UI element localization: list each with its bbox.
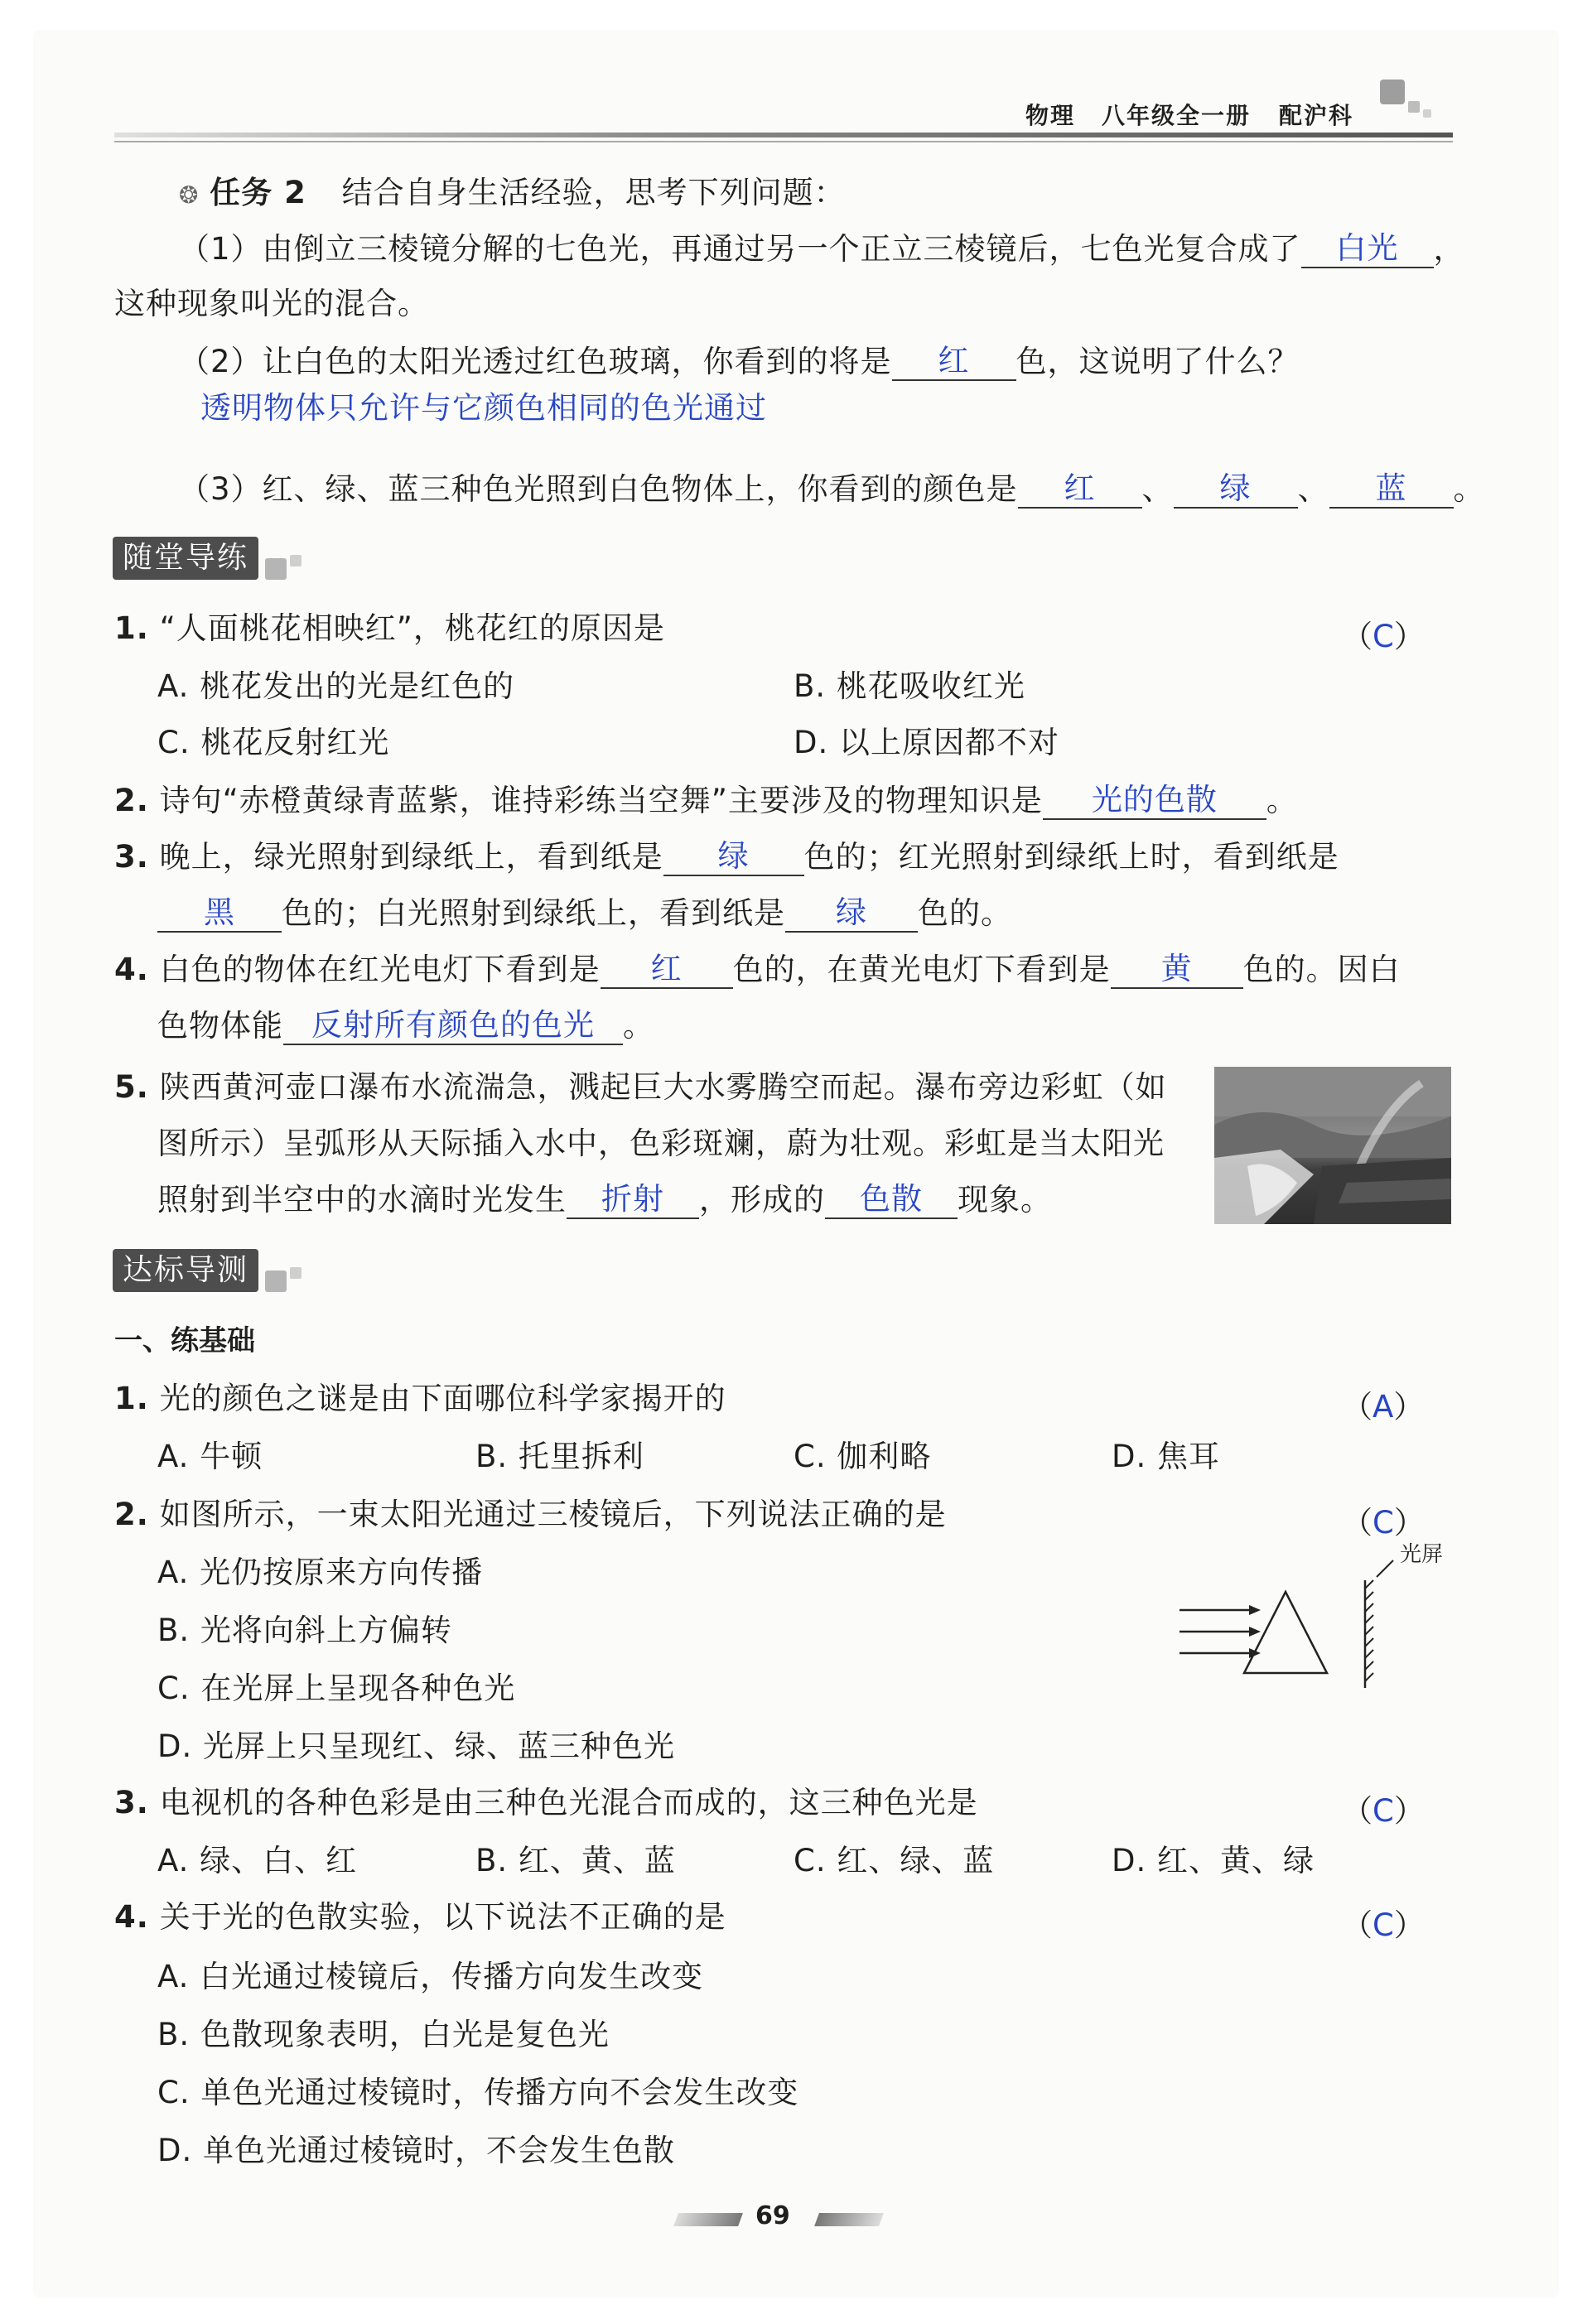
s2-q4-answer xyxy=(1342,1900,1425,1945)
s2-q1 xyxy=(114,1380,726,1418)
answer-blank: 红 xyxy=(601,951,733,989)
header-deco-icon xyxy=(1423,109,1431,118)
question-number: 5. xyxy=(114,1069,149,1105)
answer-blank: 绿 xyxy=(663,838,804,876)
option: C. 单色光通过棱镜时，传播方向不会发生改变 xyxy=(157,2075,799,2110)
answer-blank: 红 xyxy=(892,343,1016,381)
answer-blank: 绿 xyxy=(1174,470,1298,509)
page-number: 69 xyxy=(755,2201,790,2230)
question-text: 色的。 xyxy=(918,895,1012,931)
question-text: 色物体能 xyxy=(157,1008,283,1044)
option: B. 桃花吸收红光 xyxy=(794,668,1025,704)
header-edition: 配沪科 xyxy=(1279,102,1354,129)
task2-q1-line2: 这种现象叫光的混合。 xyxy=(114,286,429,321)
answer-blank: 蓝 xyxy=(1329,470,1454,509)
option: A. 光仍按原来方向传播 xyxy=(157,1555,484,1590)
task2-q1 xyxy=(179,230,1465,268)
s2-q3 xyxy=(114,1784,978,1822)
paren: （ xyxy=(1342,1907,1372,1943)
question-text: 现象。 xyxy=(958,1182,1052,1217)
paren: （ xyxy=(1342,1389,1372,1425)
s1-q4 xyxy=(114,951,1401,989)
answer-choice: A xyxy=(1372,1389,1394,1425)
q-text: 色，这说明了什么？ xyxy=(1016,344,1300,379)
task2-intro: 结合自身生活经验，思考下列问题： xyxy=(341,175,846,210)
s1-q1 xyxy=(114,610,665,648)
header-grade: 八年级全一册 xyxy=(1102,102,1252,129)
option: C. 桃花反射红光 xyxy=(157,725,390,760)
question-number: 2. xyxy=(114,783,149,818)
question-number: 4. xyxy=(114,952,149,987)
paren: ） xyxy=(1393,1505,1425,1540)
header-rule xyxy=(114,133,1453,137)
header-deco-icon xyxy=(1408,101,1420,113)
question-number: 3. xyxy=(114,839,149,875)
task2-q2 xyxy=(179,343,1300,381)
header-rule-thin xyxy=(114,141,1453,142)
task2-title xyxy=(179,174,846,215)
option: B. 光将向斜上方偏转 xyxy=(157,1613,452,1648)
q-text: ， xyxy=(1433,231,1465,267)
section-title-practice: 随堂导练 xyxy=(113,537,258,580)
option: D. 红、黄、绿 xyxy=(1112,1843,1315,1878)
option: B. 色散现象表明，白光是复色光 xyxy=(157,2017,610,2052)
option: D. 以上原因都不对 xyxy=(794,725,1060,760)
task2-label: 任务 2 xyxy=(210,175,306,210)
s2-q2-answer xyxy=(1342,1497,1425,1542)
q-text: 。 xyxy=(1453,471,1485,507)
option: C. 红、绿、蓝 xyxy=(794,1843,995,1878)
q-text: （1）由倒立三棱镜分解的七色光，再通过另一个正立三棱镜后，七色光复合成了 xyxy=(179,231,1301,267)
option: C. 伽利略 xyxy=(794,1439,932,1474)
tag-deco-icon xyxy=(265,1270,287,1292)
question-text: “人面桃花相映红”，桃花红的原因是 xyxy=(159,610,665,646)
tag-deco-icon xyxy=(265,558,287,580)
option: A. 牛顿 xyxy=(157,1439,263,1474)
question-number: 1. xyxy=(114,1381,149,1416)
answer-blank: 黄 xyxy=(1111,951,1243,989)
task2-q3 xyxy=(179,470,1485,509)
q-text: （2）让白色的太阳光透过红色玻璃，你看到的将是 xyxy=(179,344,892,379)
question-text: 照射到半空中的水滴时光发生 xyxy=(157,1182,567,1217)
s2-q3-answer xyxy=(1342,1786,1425,1830)
question-text: 诗句“赤橙黄绿青蓝紫，谁持彩练当空舞”主要涉及的物理知识是 xyxy=(159,783,1043,818)
s1-q3 xyxy=(114,838,1339,876)
section-title-test: 达标导测 xyxy=(113,1249,258,1292)
answer-blank: 反射所有颜色的色光 xyxy=(283,1007,623,1045)
waterfall-illustration xyxy=(1214,1067,1451,1224)
question-number: 1. xyxy=(114,610,149,646)
option: D. 焦耳 xyxy=(1112,1439,1221,1474)
q-text: 、 xyxy=(1141,471,1174,507)
answer-choice: C xyxy=(1372,1793,1394,1829)
subsection-title: 一、练基础 xyxy=(114,1324,255,1357)
header-deco-icon xyxy=(1380,80,1405,104)
answer-blank: 色散 xyxy=(825,1181,958,1219)
question-text: 色的，在黄光电灯下看到是 xyxy=(732,952,1111,987)
question-text: 色的；红光照射到绿纸上时，看到纸是 xyxy=(803,839,1339,875)
question-text: 关于光的色散实验，以下说法不正确的是 xyxy=(159,1899,726,1935)
paren: （ xyxy=(1342,619,1372,654)
footer-deco-left xyxy=(673,2213,743,2226)
s1-q4-line2 xyxy=(157,1007,654,1045)
question-text: ，形成的 xyxy=(699,1182,825,1217)
waterfall-rainbow-photo xyxy=(1214,1067,1451,1224)
option: B. 红、黄、蓝 xyxy=(475,1843,676,1878)
paren: ） xyxy=(1393,1793,1425,1829)
q-text: 、 xyxy=(1297,471,1329,507)
question-text: 电视机的各种色彩是由三种色光混合而成的，这三种色光是 xyxy=(159,1785,978,1820)
tag-deco-icon xyxy=(290,555,302,567)
s1-q1-answer xyxy=(1342,611,1425,656)
option: D. 光屏上只呈现红、绿、蓝三种色光 xyxy=(157,1729,676,1764)
question-number: 4. xyxy=(114,1899,149,1935)
gear-icon: ❂ xyxy=(179,181,200,209)
s1-q5-line2: 图所示）呈弧形从天际插入水中，色彩斑斓，蔚为壮观。彩虹是当太阳光 xyxy=(157,1126,1165,1161)
answer-blank: 红 xyxy=(1018,470,1142,509)
answer-blank: 绿 xyxy=(785,894,918,933)
option: A. 白光通过棱镜后，传播方向发生改变 xyxy=(157,1959,704,1994)
option: D. 单色光通过棱镜时，不会发生色散 xyxy=(157,2133,676,2168)
question-text: 。 xyxy=(623,1008,654,1044)
question-text: 如图所示，一束太阳光通过三棱镜后，下列说法正确的是 xyxy=(159,1497,947,1532)
question-text: 色的；白光照射到绿纸上，看到纸是 xyxy=(282,895,785,931)
option: B. 托里拆利 xyxy=(475,1439,644,1474)
option: A. 桃花发出的光是红色的 xyxy=(157,668,515,704)
paren: ） xyxy=(1393,619,1425,654)
s1-q5-line3 xyxy=(157,1181,1052,1219)
question-text: 白色的物体在红光电灯下看到是 xyxy=(159,952,601,987)
paren: ） xyxy=(1393,1389,1425,1425)
answer-blank: 光的色散 xyxy=(1043,782,1266,820)
tag-deco-icon xyxy=(290,1267,302,1279)
question-text: 晚上，绿光照射到绿纸上，看到纸是 xyxy=(159,839,663,875)
question-number: 2. xyxy=(114,1497,149,1532)
question-text: 色的。因白 xyxy=(1242,952,1401,987)
paren: （ xyxy=(1342,1793,1372,1829)
paren: ） xyxy=(1393,1907,1425,1943)
answer-blank: 折射 xyxy=(567,1181,699,1219)
s1-q3-line2 xyxy=(157,894,1012,933)
s2-q4 xyxy=(114,1898,726,1936)
paren: （ xyxy=(1342,1505,1372,1540)
answer-choice: C xyxy=(1372,1907,1394,1943)
s2-q1-answer xyxy=(1342,1381,1424,1426)
s1-q5-line1 xyxy=(114,1068,1167,1107)
answer-choice: C xyxy=(1372,1505,1394,1540)
answer-blank: 白光 xyxy=(1301,230,1434,268)
task2-q2-explanation: 透明物体只允许与它颜色相同的色光通过 xyxy=(200,390,767,426)
option: A. 绿、白、红 xyxy=(157,1843,358,1878)
footer-deco-right xyxy=(814,2213,884,2226)
s2-q2 xyxy=(114,1496,947,1534)
question-text: 陕西黄河壶口瀑布水流湍急，溅起巨大水雾腾空而起。瀑布旁边彩虹（如 xyxy=(159,1069,1167,1105)
answer-blank: 黑 xyxy=(157,894,282,933)
question-text: 光的颜色之谜是由下面哪位科学家揭开的 xyxy=(159,1381,726,1416)
figure-label-screen: 光屏 xyxy=(1400,1542,1444,1567)
header-subject: 物理 xyxy=(1025,102,1076,129)
answer-choice: C xyxy=(1372,619,1394,654)
s1-q2 xyxy=(114,782,1298,820)
q-text: （3）红、绿、蓝三种色光照到白色物体上，你看到的颜色是 xyxy=(179,471,1018,507)
question-number: 3. xyxy=(114,1785,149,1820)
option: C. 在光屏上呈现各种色光 xyxy=(157,1671,516,1706)
question-text: 。 xyxy=(1266,783,1298,818)
